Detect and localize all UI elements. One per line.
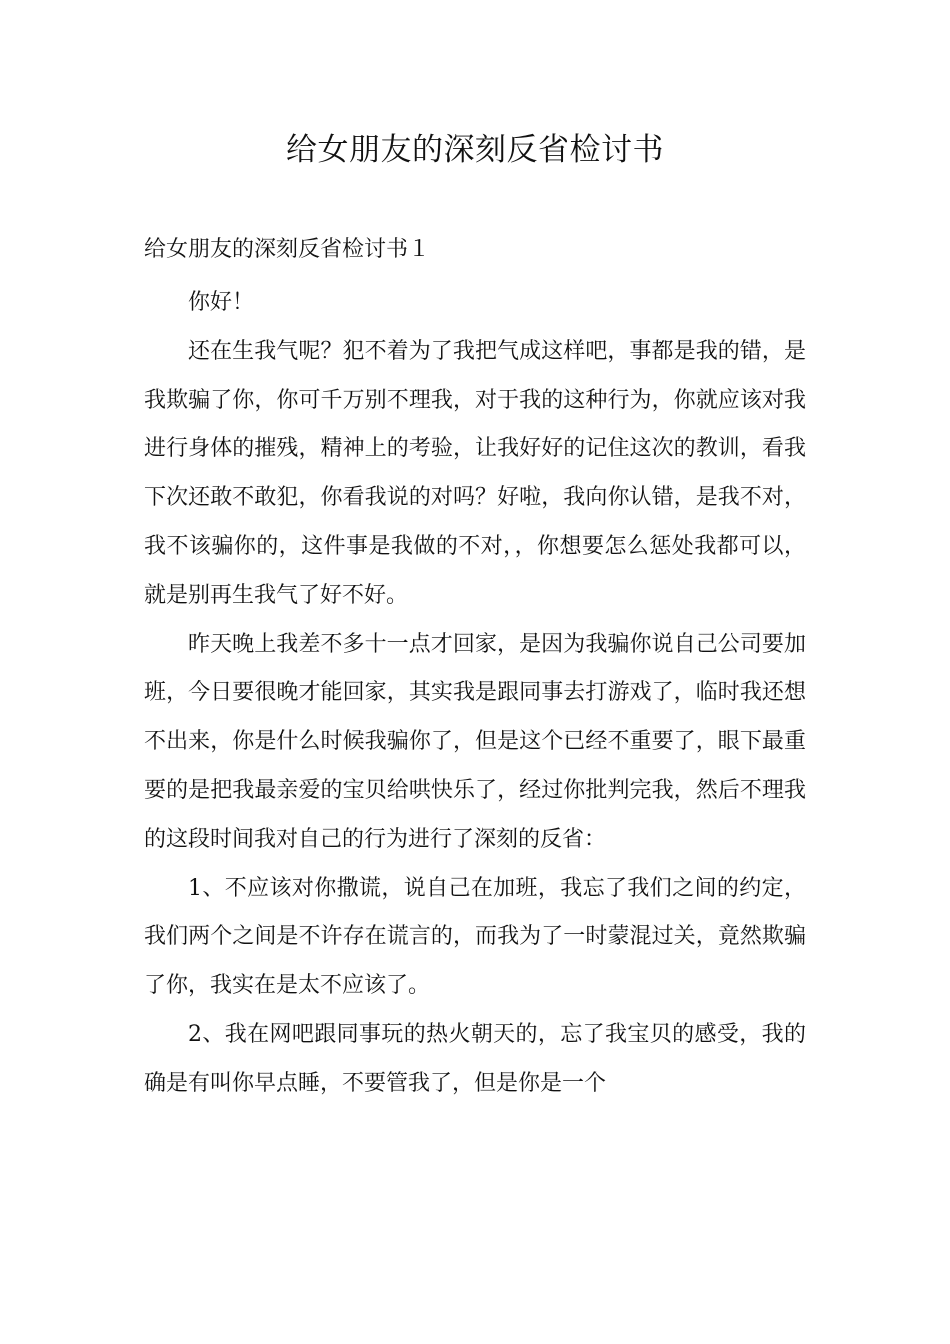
document-title: 给女朋友的深刻反省检讨书 xyxy=(286,132,664,168)
paragraph: 昨天晚上我差不多十一点才回家，是因为我骗你说自己公司要加班，今日要很晚才能回家，其实我是跟同事去打游戏了，临时我还想不出来，你是什么时候我骗你了，但是这个已经不重要了，眼下最重要的是把我最亲爱的宝贝给哄快乐了，经过你批判完我，然后不理我的这段时间我对自己的行为进行了深刻的反省： xyxy=(144,631,806,852)
document-body xyxy=(144,279,806,1109)
paragraph-point-2: 2、我在网吧跟同事玩的热火朝天的，忘了我宝贝的感受，我的确是有叫你早点睡，不要管我了，但是你是一个 xyxy=(144,1021,806,1096)
paragraph-greeting: 你好！ xyxy=(188,290,255,315)
document-subtitle: 给女朋友的深刻反省检讨书１ xyxy=(144,237,431,262)
paragraph: 还在生我气呢？犯不着为了我把气成这样吧，事都是我的错，是我欺骗了你，你可千万别不理我，对于我的这种行为，你就应该对我进行身体的摧残，精神上的考验，让我好好的记住这次的教训，看我下次还敢不敢犯，你看我说的对吗？好啦，我向你认错，是我不对，我不该骗你的，这件事是我做的不对，，你想要怎么惩处我都可以，就是别再生我气了好不好。 xyxy=(144,338,806,608)
paragraph-point-1: 1、不应该对你撒谎，说自己在加班，我忘了我们之间的约定，我们两个之间是不许存在谎言的，而我为了一时蒙混过关，竟然欺骗了你，我实在是太不应该了。 xyxy=(144,875,806,999)
